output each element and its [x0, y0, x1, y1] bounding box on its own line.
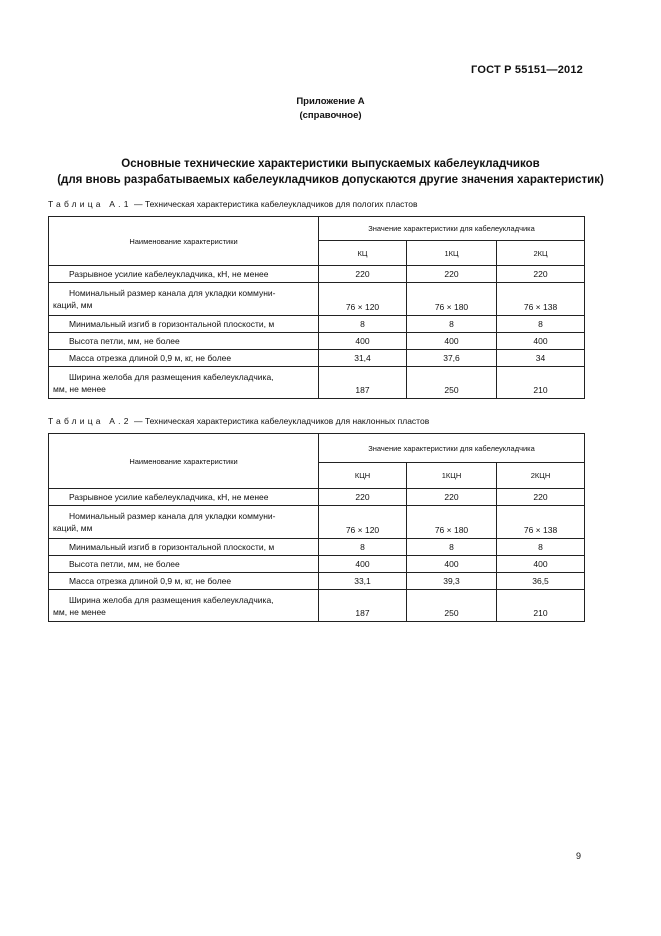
row-value: 8	[319, 539, 407, 556]
row-value: 37,6	[407, 350, 497, 367]
row-value: 400	[407, 333, 497, 350]
row-name: Высота петли, мм, не более	[49, 556, 319, 573]
table2-header-name: Наименование характеристики	[49, 434, 319, 489]
standard-number: ГОСТ Р 55151—2012	[471, 64, 583, 76]
title-line-2: (для вновь разрабатываемых кабелеукладчиков допускаются другие значения характеристик)	[57, 174, 604, 186]
table-row	[49, 333, 585, 350]
row-value: 210	[497, 590, 585, 622]
row-name: Высота петли, мм, не более	[49, 333, 319, 350]
table2-caption-text: — Техническая характеристика кабелеукладчиков для наклонных пластов	[131, 416, 430, 426]
row-value: 76 × 138	[497, 283, 585, 316]
table1-model-header: 2КЦ	[497, 241, 585, 266]
table-row	[49, 556, 585, 573]
table-row	[49, 506, 585, 539]
row-value: 220	[319, 266, 407, 283]
row-name	[49, 506, 319, 539]
row-value: 8	[407, 316, 497, 333]
row-value: 39,3	[407, 573, 497, 590]
table2-model-header: 1КЦН	[407, 463, 497, 489]
row-name: Минимальный изгиб в горизонтальной плоскости, м	[49, 539, 319, 556]
table-row	[49, 367, 585, 399]
row-value: 33,1	[319, 573, 407, 590]
row-value: 400	[319, 556, 407, 573]
row-value: 250	[407, 367, 497, 399]
row-name-line: Номинальный размер канала для укладки коммуни-	[69, 511, 276, 521]
row-name-line: каций, мм	[53, 300, 93, 310]
table1-caption	[48, 199, 417, 209]
table-row	[49, 350, 585, 367]
page-number: 9	[575, 851, 581, 861]
table2-model-header: КЦН	[319, 463, 407, 489]
table2-header-group: Значение характеристики для кабелеукладчика	[319, 434, 585, 463]
table-row	[49, 573, 585, 590]
row-value: 220	[497, 489, 585, 506]
row-value: 76 × 180	[407, 506, 497, 539]
row-value: 36,5	[497, 573, 585, 590]
row-name: Разрывное усилие кабелеукладчика, кН, не менее	[49, 266, 319, 283]
row-name	[49, 367, 319, 399]
row-value: 250	[407, 590, 497, 622]
row-value: 187	[319, 590, 407, 622]
row-value: 76 × 120	[319, 506, 407, 539]
table-row	[49, 590, 585, 622]
row-name: Масса отрезка длиной 0,9 м, кг, не более	[49, 350, 319, 367]
row-value: 31,4	[319, 350, 407, 367]
row-value: 400	[497, 556, 585, 573]
table-row	[49, 539, 585, 556]
table1-header-group: Значение характеристики для кабелеукладчика	[319, 217, 585, 241]
row-name: Минимальный изгиб в горизонтальной плоскости, м	[49, 316, 319, 333]
row-value: 34	[497, 350, 585, 367]
table-row	[49, 316, 585, 333]
row-value: 220	[407, 266, 497, 283]
row-value: 8	[407, 539, 497, 556]
table2-header-row	[49, 434, 585, 463]
row-value: 220	[497, 266, 585, 283]
row-value: 220	[407, 489, 497, 506]
row-value: 400	[407, 556, 497, 573]
row-value: 76 × 180	[407, 283, 497, 316]
table2-caption	[48, 416, 429, 426]
row-name: Разрывное усилие кабелеукладчика, кН, не менее	[49, 489, 319, 506]
table1-header-name: Наименование характеристики	[49, 217, 319, 266]
row-name-line: Ширина желоба для размещения кабелеукладчика,	[69, 595, 274, 605]
document-title	[0, 156, 661, 188]
row-name-line: Номинальный размер канала для укладки коммуни-	[69, 288, 276, 298]
table2-caption-label: Таблица А.2	[48, 416, 132, 426]
row-value: 187	[319, 367, 407, 399]
title-line-1: Основные технические характеристики выпускаемых кабелеукладчиков	[121, 158, 540, 170]
row-value: 76 × 120	[319, 283, 407, 316]
table2-model-header: 2КЦН	[497, 463, 585, 489]
table1-header-row	[49, 217, 585, 241]
table1-model-header: 1КЦ	[407, 241, 497, 266]
table-row	[49, 266, 585, 283]
table1-caption-text: — Техническая характеристика кабелеукладчиков для пологих пластов	[131, 199, 418, 209]
row-name-line: мм, не менее	[53, 384, 106, 394]
appendix-heading	[0, 95, 661, 123]
table1-model-header: КЦ	[319, 241, 407, 266]
row-value: 210	[497, 367, 585, 399]
appendix-label: Приложение А	[296, 96, 365, 107]
row-value: 8	[497, 539, 585, 556]
row-name: Масса отрезка длиной 0,9 м, кг, не более	[49, 573, 319, 590]
row-name-line: Ширина желоба для размещения кабелеукладчика,	[69, 372, 274, 382]
table-row	[49, 489, 585, 506]
table1-caption-label: Таблица А.1	[48, 199, 132, 209]
appendix-type: (справочное)	[299, 110, 362, 121]
row-value: 8	[497, 316, 585, 333]
row-value: 8	[319, 316, 407, 333]
table-row	[49, 283, 585, 316]
row-name-line: каций, мм	[53, 523, 93, 533]
row-value: 400	[497, 333, 585, 350]
row-value: 220	[319, 489, 407, 506]
row-name	[49, 590, 319, 622]
row-value: 76 × 138	[497, 506, 585, 539]
table2	[48, 433, 585, 622]
row-value: 400	[319, 333, 407, 350]
row-name-line: мм, не менее	[53, 607, 106, 617]
table1	[48, 216, 585, 399]
row-name	[49, 283, 319, 316]
